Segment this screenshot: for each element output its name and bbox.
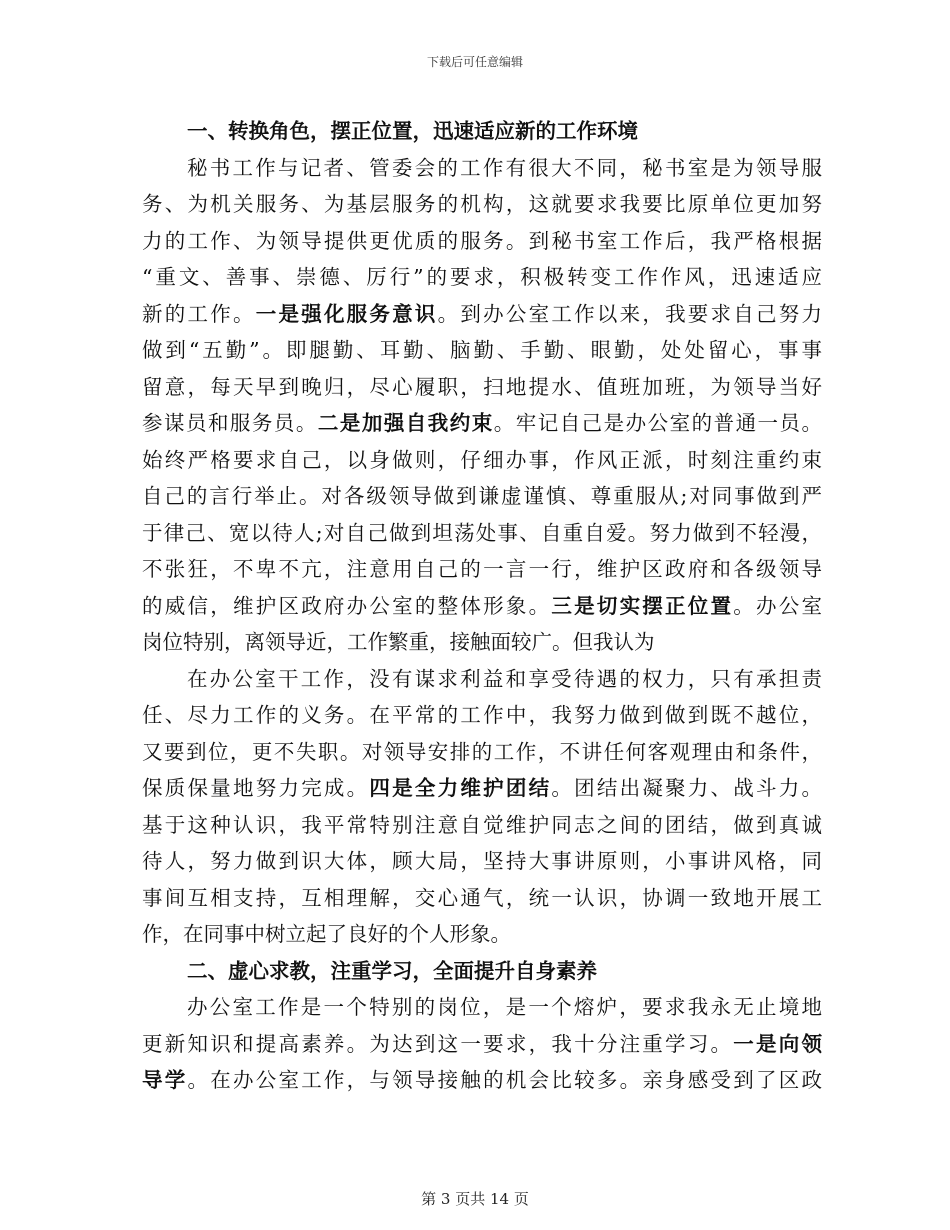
text-segment: 自己的言行举止。对各级领导做到谦虚谨慎、尊重服从;对同事做到严 [142, 484, 822, 508]
paragraph-line [142, 807, 822, 844]
text-segment: 不张狂，不卑不亢，注意用自己的一言一行，维护区政府和各级领导 [142, 557, 822, 581]
text-segment: 新的工作。 [142, 301, 256, 326]
bold-phrase: 导学 [142, 1068, 188, 1092]
paragraph-line [142, 223, 822, 260]
document-body [142, 113, 822, 1099]
paragraph-line [142, 1062, 822, 1099]
paragraph-line [142, 1026, 822, 1063]
paragraph-line [142, 843, 822, 880]
text-segment: 。到办公室工作以来，我要求自己努力 [437, 301, 823, 326]
text-segment: 秘书工作与记者、管委会的工作有很大不同，秘书室是为领导服 [187, 155, 822, 180]
paragraph-line [142, 296, 822, 333]
paragraph-line [142, 442, 822, 479]
paragraph-line [142, 551, 822, 588]
text-segment: 。在办公室工作，与领导接触的机会比较多。亲身感受到了区政 [187, 1068, 822, 1092]
text-segment: 参谋员和服务员。 [142, 411, 318, 435]
bold-phrase: 三是切实摆正位置 [551, 593, 734, 618]
text-segment: 任、尽力工作的义务。在平常的工作中，我努力做到做到既不越位， [142, 703, 822, 727]
text-segment: 于律己、宽以待人;对自己做到坦荡处事、自重自爱。努力做到不轻漫， [142, 520, 822, 545]
paragraph-line [142, 515, 822, 552]
section-heading: 二、虚心求教，注重学习，全面提升自身素养 [187, 958, 597, 983]
text-segment: 办公室工作是一个特别的岗位，是一个熔炉，要求我永无止境地 [187, 995, 822, 1019]
text-segment: 待人，努力做到识大体，顾大局，坚持大事讲原则，小事讲风格，同 [142, 849, 822, 873]
paragraph-line [142, 880, 822, 917]
text-segment: 的威信，维护区政府办公室的整体形象。 [142, 593, 552, 618]
text-segment: 保质保量地努力完成。 [142, 776, 370, 800]
paragraph-line [142, 369, 822, 406]
text-segment: 留意，每天早到晚归，尽心履职，扫地提水、值班加班，为领导当好 [142, 374, 822, 399]
paragraph-line [142, 150, 822, 187]
bold-phrase: 一是强化服务意识 [255, 301, 438, 326]
text-segment: 。牢记自己是办公室的普通一员。 [493, 411, 823, 435]
text-segment: 始终严格要求自己，以身做则，仔细办事，作风正派，时刻注重约束 [142, 447, 822, 472]
text-segment: 。团结出凝聚力、战斗力。 [551, 776, 823, 800]
text-segment: 岗位特别，离领导近，工作繁重，接触面较广。但我认为 [142, 630, 655, 654]
paragraph-line [142, 259, 822, 296]
page-header: 下载后可任意编辑 [426, 55, 523, 69]
bold-phrase: 四是全力维护团结 [369, 776, 552, 800]
paragraph-line [142, 697, 822, 734]
page-footer: 第 3 页共 14 页 [421, 1190, 529, 1208]
text-segment: 作，在同事中树立起了良好的个人形象。 [142, 922, 511, 946]
paragraph-line [142, 186, 822, 223]
text-segment: 在办公室干工作，没有谋求利益和享受待遇的权力，只有承担责 [187, 666, 822, 691]
paragraph-line [142, 989, 822, 1026]
paragraph-line [142, 478, 822, 515]
text-segment: 基于这种认识，我平常特别注意自觉维护同志之间的团结，做到真诚 [142, 812, 822, 837]
text-segment: 务、为机关服务、为基层服务的机构，这就要求我要比原单位更加努 [142, 192, 822, 216]
text-segment: “重文、善事、崇德、厉行”的要求，积极转变工作作风，迅速适应 [142, 265, 822, 289]
text-segment: 又要到位，更不失职。对领导安排的工作，不讲任何客观理由和条件， [142, 739, 822, 764]
paragraph-line [142, 916, 822, 953]
text-segment: 更新知识和提高素养。为达到这一要求，我十分注重学习。 [142, 1031, 734, 1056]
section-heading: 一、转换角色，摆正位置，迅速适应新的工作环境 [187, 119, 638, 143]
paragraph-line [142, 661, 822, 698]
paragraph-line [142, 624, 822, 661]
paragraph-line [142, 770, 822, 807]
text-segment: 力的工作、为领导提供更优质的服务。到秘书室工作后，我严格根据 [142, 228, 822, 253]
paragraph-line [142, 734, 822, 771]
text-segment: 事间互相支持，互相理解，交心通气，统一认识，协调一致地开展工 [142, 885, 822, 910]
text-segment: 。办公室 [733, 593, 823, 618]
bold-phrase: 一是向领 [733, 1031, 823, 1056]
paragraph-line [142, 588, 822, 625]
paragraph-line [142, 332, 822, 369]
text-segment: 做到“五勤”。即腿勤、耳勤、脑勤、手勤、眼勤，处处留心，事事 [142, 338, 822, 362]
bold-phrase: 二是加强自我约束 [317, 411, 494, 435]
paragraph-line [142, 405, 822, 442]
